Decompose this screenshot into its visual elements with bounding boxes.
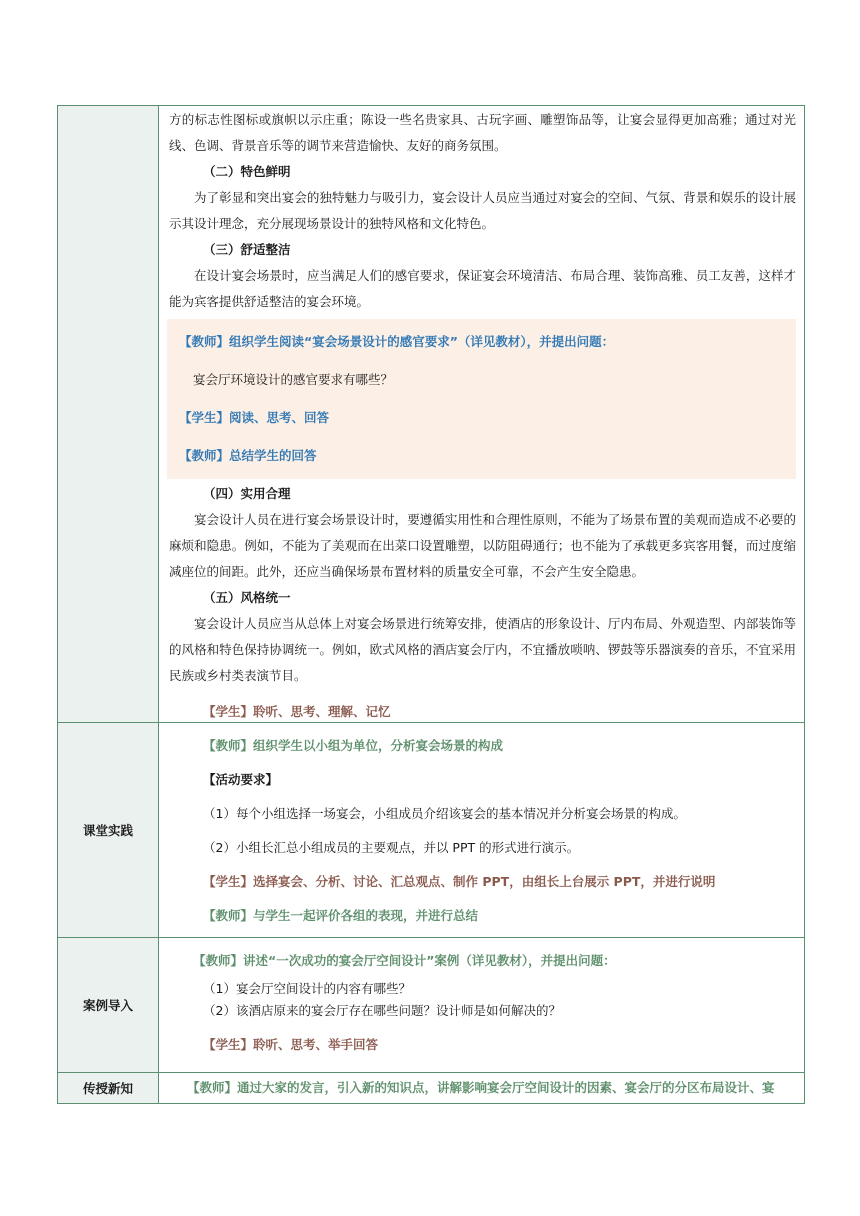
requirement-1: （1）每个小组选择一场宴会，小组成员介绍该宴会的基本情况并分析宴会场景的构成。 [203,806,686,821]
teacher-practice-evaluation: 【教师】与学生一起评价各组的表现，并进行总结 [203,908,479,923]
row-label-case: 案例导入 [58,938,159,1072]
content-cell [159,106,804,722]
case-cell [159,938,804,1072]
new-knowledge-cell [159,1073,804,1103]
teacher-case-intro: 【教师】讲述“一次成功的宴会厅空间设计”案例（详见教材），并提出问题： [193,953,616,968]
paragraph-unified-style: 宴会设计人员应当从总体上对宴会场景进行统筹安排，使酒店的形象设计、厅内布局、外观造型、内部装饰等的风格和特色保持协调统一。例如，欧式风格的酒店宴会厅内，不宜播放唢呐、锣鼓等乐器演奏的音乐，不宜采用民族或乡村类表演节目。 [169,616,796,683]
heading-distinctive: （二）特色鲜明 [203,164,291,179]
activity-requirements-title: 【活动要求】 [203,772,279,787]
case-question-1: （1）宴会厅空间设计的内容有哪些？ [203,981,411,996]
content-row-scene-design [58,106,804,723]
requirement-2: （2）小组长汇总小组成员的主要观点，并以 PPT 的形式进行演示。 [203,840,580,855]
paragraph-solemn-atmosphere: 方的标志性图标或旗帜以示庄重；陈设一些名贵家具、古玩字画、雕塑饰品等，让宴会显得更加高雅；通过对光线、色调、背景音乐等的调节来营造愉快、友好的商务氛围。 [169,112,796,153]
paragraph-practical: 宴会设计人员在进行宴会场景设计时，要遵循实用性和合理性原则，不能为了场景布置的美观而造成不必要的麻烦和隐患。例如，不能为了美观而在出菜口设置雕塑，以防阻碍通行；也不能为了承载更多宾客用餐，而过度缩减座位的间距。此外，还应当确保场景布置材料的质量安全可靠，不会产生安全隐患。 [169,512,796,579]
row-case-introduction [58,938,804,1073]
teacher-instruction: 【教师】组织学生阅读“宴会场景设计的感官要求”（详见教材），并提出问题： [179,334,615,349]
practice-cell [159,723,804,937]
heading-unified-style: （五）风格统一 [203,590,291,605]
question-text: 宴会厅环境设计的感官要求有哪些？ [193,372,394,387]
row-label-empty [58,106,159,722]
row-label-new-knowledge: 传授新知 [58,1073,159,1103]
student-activity: 【学生】阅读、思考、回答 [179,410,330,425]
teacher-practice-instruction: 【教师】组织学生以小组为单位，分析宴会场景的构成 [203,738,504,753]
paragraph-comfortable: 在设计宴会场景时，应当满足人们的感官要求，保证宴会环境清洁、布局合理、装饰高雅、员工友善，这样才能为宾客提供舒适整洁的宴会环境。 [169,268,796,309]
teacher-summary: 【教师】总结学生的回答 [179,448,317,463]
row-label-practice: 课堂实践 [58,723,159,937]
student-case-activity: 【学生】聆听、思考、举手回答 [203,1037,379,1052]
lesson-table [57,105,805,1104]
student-activity-end: 【学生】聆听、思考、理解、记忆 [203,704,391,719]
heading-comfortable: （三）舒适整洁 [203,242,291,257]
row-classroom-practice [58,723,804,938]
student-practice-activity: 【学生】选择宴会、分析、讨论、汇总观点、制作 PPT，由组长上台展示 PPT，并进行说明 [203,874,716,889]
teacher-new-knowledge: 【教师】通过大家的发言，引入新的知识点，讲解影响宴会厅空间设计的因素、宴会厅的分区布局设计、宴 [187,1080,775,1095]
row-new-knowledge [58,1073,804,1104]
paragraph-distinctive: 为了彰显和突出宴会的独特魅力与吸引力，宴会设计人员应当通过对宴会的空间、气氛、背景和娱乐的设计展示其设计理念，充分展现场景设计的独特风格和文化特色。 [169,190,796,231]
heading-practical: （四）实用合理 [203,486,291,501]
case-question-2: （2）该酒店原来的宴会厅存在哪些问题？设计师是如何解决的？ [203,1003,561,1018]
activity-box [167,319,796,479]
